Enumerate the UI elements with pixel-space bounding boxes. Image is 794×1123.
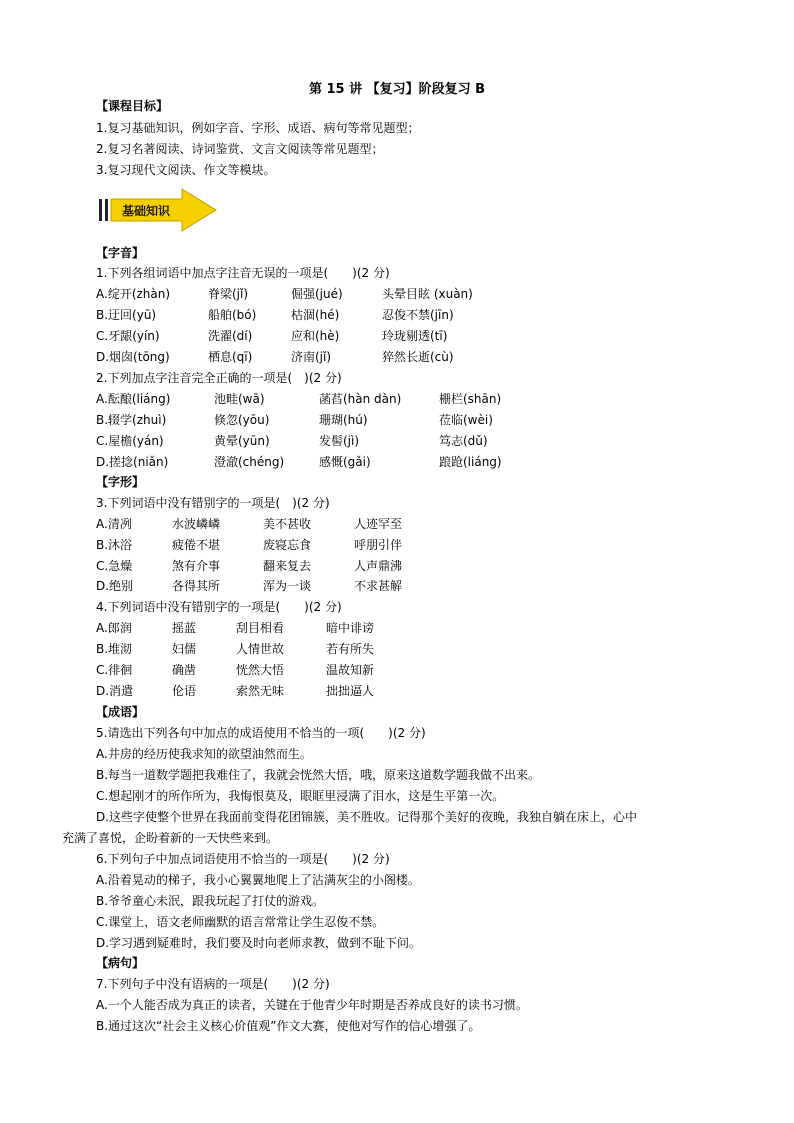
option-cell: 浑为一谈 [263, 579, 312, 593]
goal-item: 2.复习名著阅读、诗词鉴赏、文言文阅读等常见题型； [96, 142, 384, 156]
option-line: A.一个人能否成为真正的读者，关键在于他青少年时期是否养成良好的读书习惯。 [96, 998, 528, 1012]
option-cell: D.烟囱(tōng) [96, 350, 170, 364]
option-cell: 池畦(wā) [214, 392, 265, 406]
option-cell: 恍然大悟 [236, 663, 285, 677]
option-cell: 暗中诽谤 [326, 621, 375, 635]
option-cell: 栖息(qī) [208, 350, 253, 364]
question-stem: 2.下列加点字注音完全正确的一项是( )(2 分) [96, 371, 342, 385]
option-cell: 脊梁(jǐ) [208, 287, 249, 301]
option-cell: A.绽开(zhàn) [96, 287, 171, 301]
section-heading-bingju: 【病句】 [96, 956, 145, 970]
option-cell: 笃志(dǔ) [439, 434, 488, 448]
option-cell: 头晕目眩 (xuàn) [382, 287, 473, 301]
option-line: B.通过这次“社会主义核心价值观”作文大赛，使他对写作的信心增强了。 [96, 1019, 481, 1033]
option-cell: 索然无味 [236, 684, 285, 698]
option-cell: 黄晕(yūn) [214, 434, 270, 448]
option-cell: 感慨(gǎi) [319, 455, 371, 469]
option-cell: A.清冽 [96, 517, 132, 531]
option-cell: C.屋檐(yán) [96, 434, 164, 448]
option-line: 充满了喜悦，企盼着新的一天快些来到。 [62, 831, 279, 845]
option-cell: A.郎润 [96, 621, 132, 635]
option-cell: 人迹罕至 [354, 517, 403, 531]
question-stem: 1.下列各组词语中加点字注音无误的一项是( )(2 分) [96, 266, 390, 280]
option-line: A.井房的经历使我求知的欲望油然而生。 [96, 747, 312, 761]
option-cell: 洗濯(dí) [208, 329, 253, 343]
option-cell: 栅栏(shān) [439, 392, 502, 406]
option-cell: D.消遣 [96, 684, 134, 698]
option-cell: C.急燥 [96, 559, 133, 573]
question-stem: 3.下列词语中没有错别字的一项是( )(2 分) [96, 496, 330, 510]
section-heading-ziyin: 【字音】 [96, 246, 145, 260]
goal-item: 3.复习现代文阅读、作文等模块。 [96, 163, 276, 177]
option-cell: 温故知新 [326, 663, 375, 677]
option-cell: 伦语 [172, 684, 197, 698]
option-cell: 玲珑剔透(tī) [382, 329, 448, 343]
option-cell: D.绝别 [96, 579, 134, 593]
option-cell: 摇蓝 [172, 621, 197, 635]
option-cell: 煞有介事 [172, 559, 221, 573]
option-cell: 人情世故 [236, 642, 285, 656]
question-stem: 7.下列句子中没有语病的一项是( )(2 分) [96, 977, 330, 991]
question-stem: 5.请选出下列各句中加点的成语使用不恰当的一项( )(2 分) [96, 726, 426, 740]
option-cell: B.辍学(zhuì) [96, 413, 167, 427]
option-line: C.课堂上，语文老师幽默的语言常常让学生忍俊不禁。 [96, 915, 385, 929]
option-cell: 济南(jǐ) [291, 350, 332, 364]
option-cell: 妇儒 [172, 642, 197, 656]
option-cell: B.堆沏 [96, 642, 133, 656]
option-cell: 美不甚收 [263, 517, 312, 531]
option-cell: 莅临(wèi) [439, 413, 493, 427]
option-cell: 倔强(jué) [291, 287, 343, 301]
option-cell: 不求甚解 [354, 579, 403, 593]
page-title: 第 15 讲 【复习】阶段复习 B [308, 82, 486, 97]
option-cell: B.迂回(yū) [96, 308, 157, 322]
option-line: B.爷爷童心未泯，跟我玩起了打仗的游戏。 [96, 894, 325, 908]
option-line: B.每当一道数学题把我难住了，我就会恍然大悟，哦，原来这道数学题我做不出来。 [96, 768, 541, 782]
section-heading-chengyu: 【成语】 [96, 705, 145, 719]
option-cell: B.沐浴 [96, 538, 133, 552]
question-stem: 6.下列句子中加点词语使用不恰当的一项是( )(2 分) [96, 852, 390, 866]
option-cell: 菡萏(hàn dàn) [319, 392, 402, 406]
goal-item: 1.复习基础知识，例如字音、字形、成语、病句等常见题型； [96, 121, 420, 135]
option-cell: 废寝忘食 [263, 538, 312, 552]
option-cell: 各得其所 [172, 579, 221, 593]
option-cell: 水波嶙嶙 [172, 517, 221, 531]
option-cell: 澄澈(chéng) [214, 455, 285, 469]
option-cell: 确凿 [172, 663, 197, 677]
option-cell: 疲倦不堪 [172, 538, 221, 552]
option-cell: 踉跄(liáng) [439, 455, 502, 469]
option-cell: A.酝酿(liáng) [96, 392, 171, 406]
option-cell: C.徘徊 [96, 663, 133, 677]
option-cell: C.牙龈(yín) [96, 329, 160, 343]
section-heading-zixing: 【字形】 [96, 475, 145, 489]
option-cell: 呼朋引伴 [354, 538, 403, 552]
option-line: A.沿着晃动的梯子，我小心翼翼地爬上了沾满灰尘的小阁楼。 [96, 873, 420, 887]
goals-heading: 【课程目标】 [96, 99, 169, 113]
option-cell: D.搓捻(niǎn) [96, 455, 169, 469]
banner-label: 基础知识 [122, 204, 171, 218]
option-cell: 拙拙逼人 [326, 684, 375, 698]
option-cell: 发髻(jì) [319, 434, 360, 448]
option-line: D.学习遇到疑难时，我们要及时向老师求教，做到不耻下问。 [96, 936, 422, 950]
option-cell: 珊瑚(hú) [319, 413, 368, 427]
option-cell: 若有所失 [326, 642, 375, 656]
basic-knowledge-arrow-banner [98, 188, 218, 232]
option-cell: 忍俊不禁(jīn) [382, 308, 454, 322]
option-cell: 刮目相看 [236, 621, 285, 635]
option-cell: 船舶(bó) [208, 308, 257, 322]
option-line: C.想起刚才的所作所为，我悔恨莫及，眼眶里浸满了泪水，这是生平第一次。 [96, 789, 505, 803]
option-line: D.这些字使整个世界在我面前变得花团锦簇，美不胜收。记得那个美好的夜晚，我独自躺在床上，心中 [96, 810, 638, 824]
option-cell: 翻来复去 [263, 559, 312, 573]
option-cell: 应和(hè) [291, 329, 340, 343]
option-cell: 人声鼎沸 [354, 559, 403, 573]
option-cell: 枯涸(hé) [291, 308, 340, 322]
option-cell: 猝然长逝(cù) [382, 350, 454, 364]
question-stem: 4.下列词语中没有错别字的一项是( )(2 分) [96, 600, 342, 614]
option-cell: 倏忽(yōu) [214, 413, 270, 427]
